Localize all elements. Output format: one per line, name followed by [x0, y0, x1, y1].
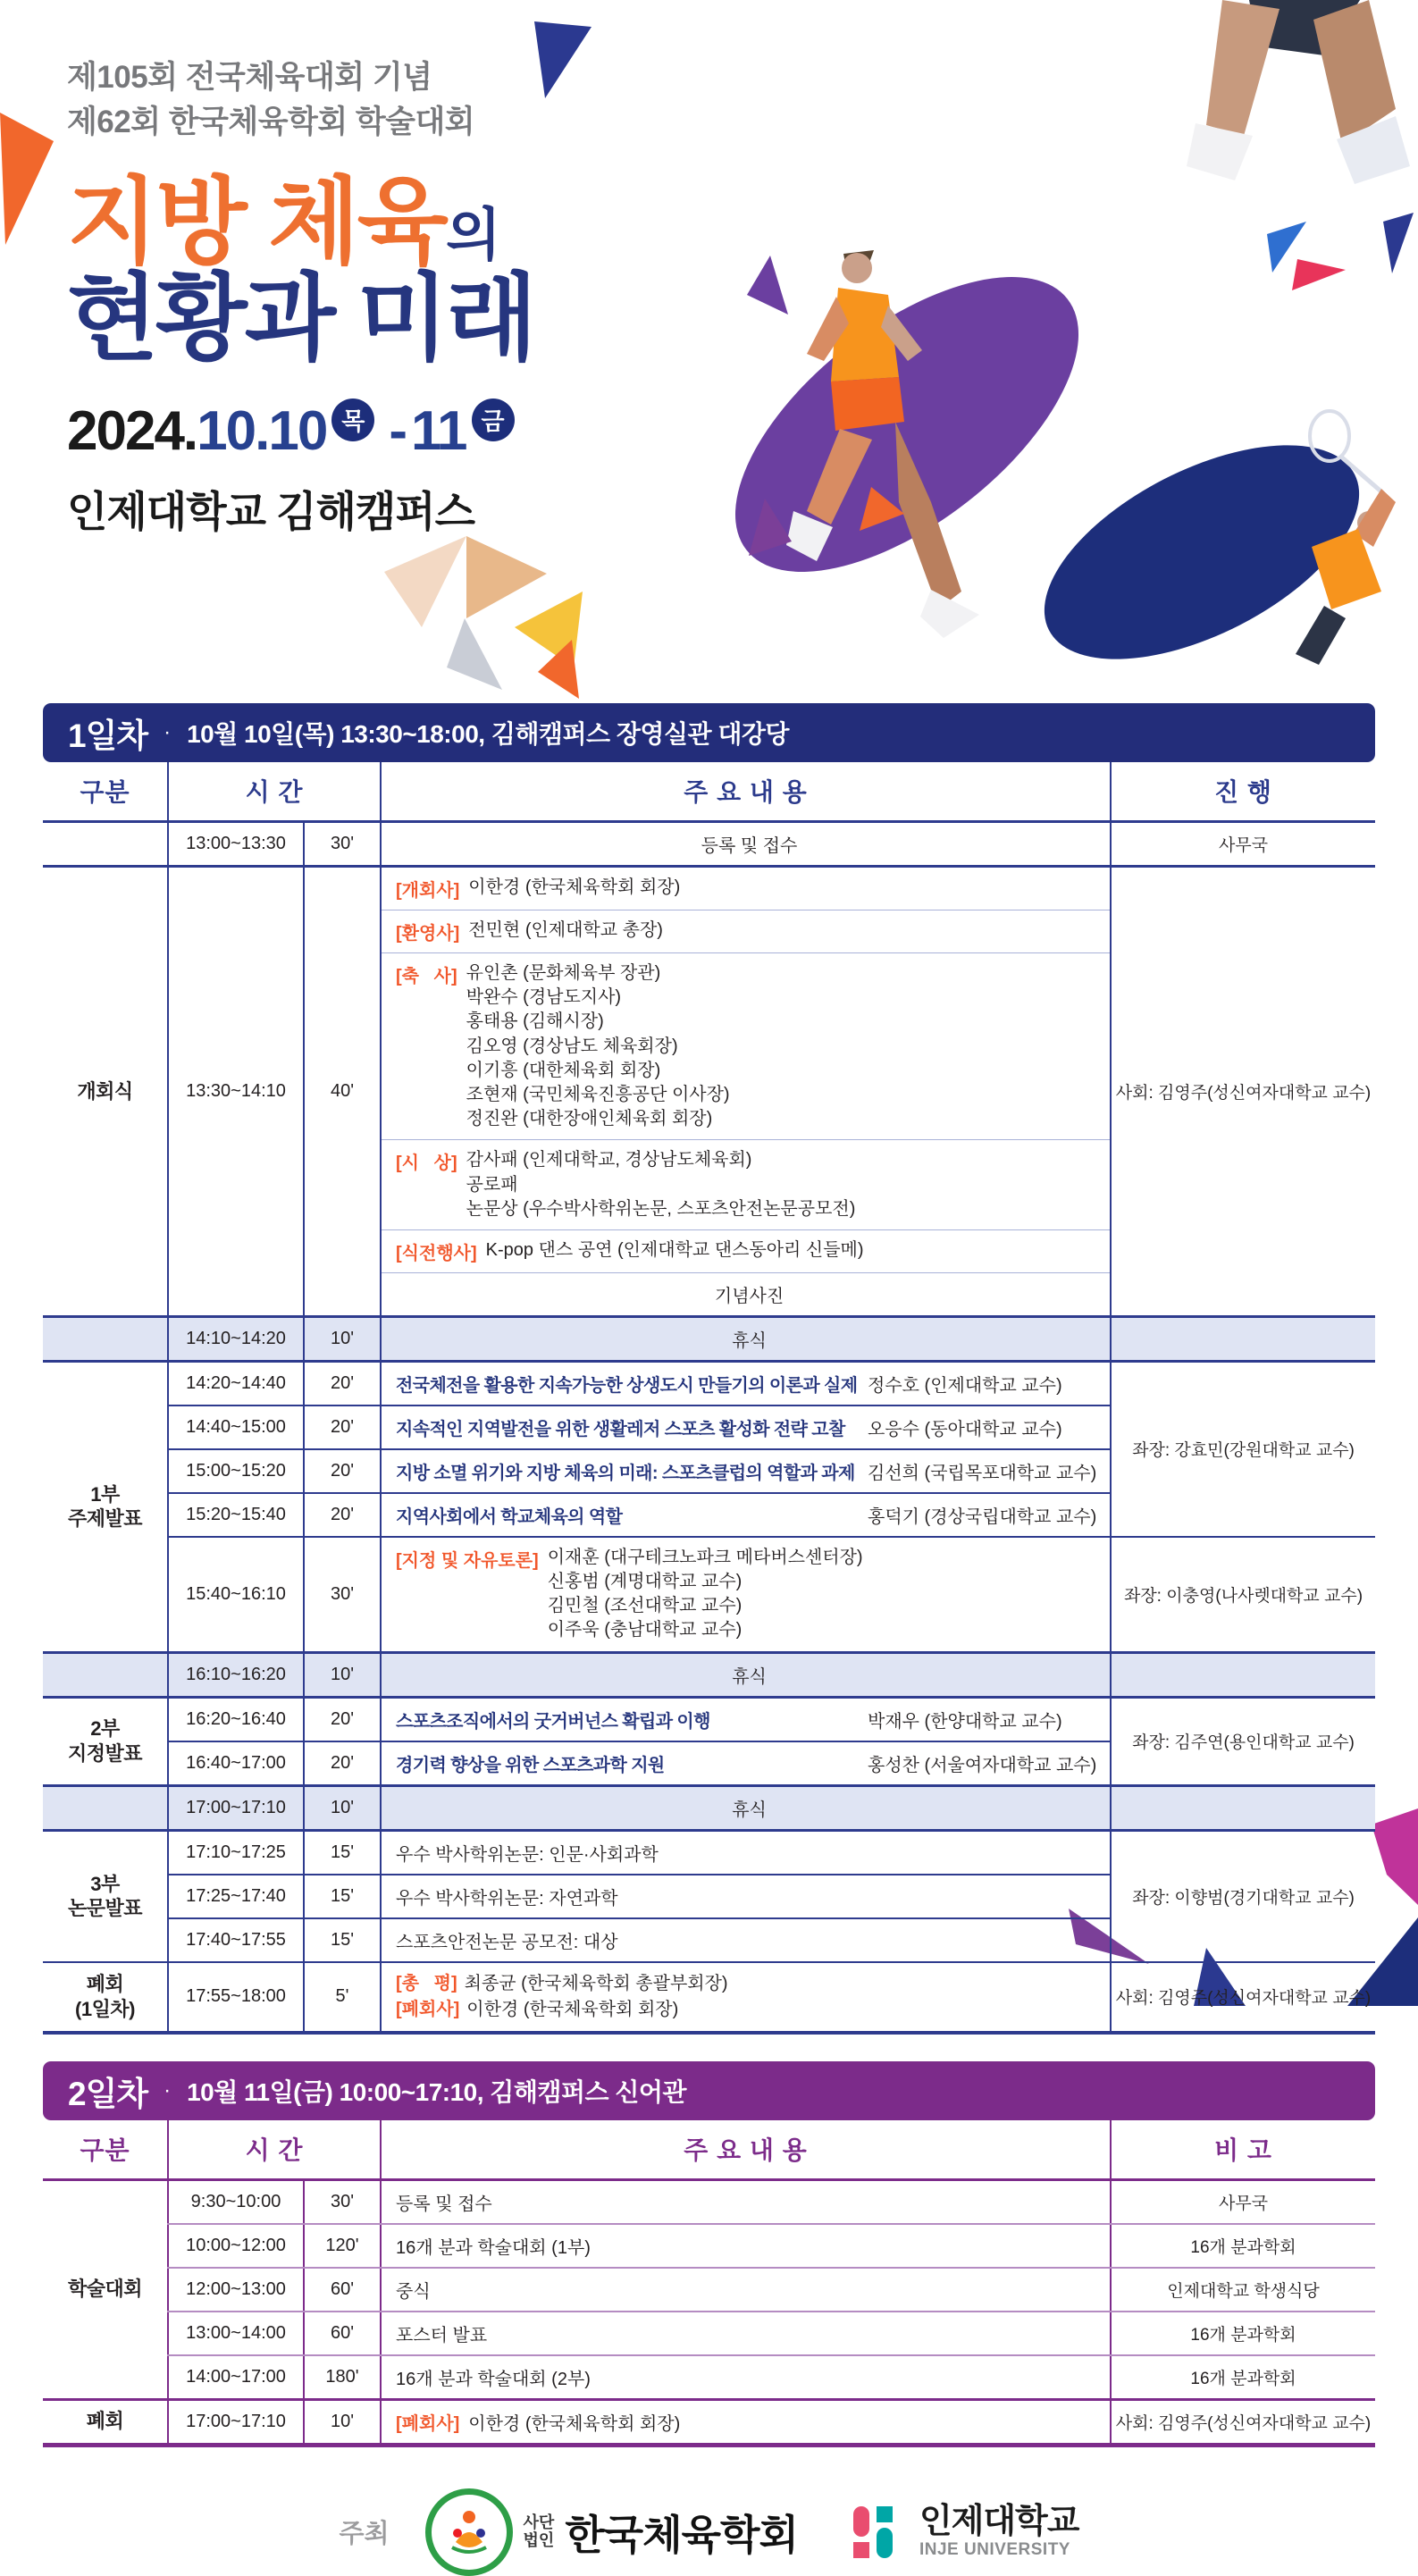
congrats-speaker: 정진완 (대한장애인체육회 회장) [466, 1109, 713, 1129]
day1-bullet: · [164, 720, 172, 744]
day2-time: 9:30~10:00 [168, 2179, 304, 2224]
opening-speaker: 이한경 (한국체육학회 회장) [468, 877, 681, 897]
closing-time: 17:55~18:00 [168, 1962, 304, 2033]
day2-row [43, 2224, 1375, 2268]
thursday-badge: 목 [331, 399, 374, 441]
day2-schedule-table [43, 2120, 1375, 2447]
day1-section [43, 703, 1375, 2035]
day2-row [43, 2312, 1375, 2355]
congrats-speaker: 조현재 (국민체육진흥공단 이사장) [466, 1084, 730, 1104]
part3-duration: 15' [304, 1830, 381, 1875]
part1-presentation [381, 1493, 1111, 1537]
discussion-duration: 30' [304, 1537, 381, 1652]
congratulatory-label: [축 사] [396, 967, 457, 986]
presentation-speaker: 홍덕기 (경상국립대학교 교수) [868, 1506, 1097, 1527]
day2-content: 포스터 발표 [381, 2312, 1111, 2355]
closing-manager: 사회: 김영주(성신여자대학교 교수) [1111, 1962, 1375, 2033]
day2-content: 중식 [381, 2268, 1111, 2312]
day2-content: 16개 분과 학술대회 (2부) [381, 2355, 1111, 2400]
closing-content [381, 1962, 1111, 2033]
review-speaker: 최종균 (한국체육학회 총괄부회장) [464, 1973, 728, 1993]
day2-closing-note: 사회: 김영주(성신여자대학교 교수) [1111, 2399, 1375, 2445]
congratulatory-address [381, 953, 1111, 1140]
part1-gubun: 1부 주제발표 [43, 1361, 168, 1652]
part2-duration: 20' [304, 1741, 381, 1786]
conference-gubun: 학술대회 [43, 2179, 168, 2399]
break3-time: 17:00~17:10 [168, 1785, 304, 1830]
discussant: 이재훈 (대구테크노파크 메타버스센터장) [547, 1547, 863, 1567]
congrats-speaker: 박완수 (경남도지사) [466, 987, 622, 1008]
event-date [67, 399, 534, 465]
break1-time: 14:10~14:20 [168, 1316, 304, 1361]
title-suffix: 의 [446, 203, 499, 268]
day1-label: 1일차 [68, 717, 148, 754]
day2-col-gubun: 구분 [43, 2120, 168, 2180]
opening-declaration [381, 867, 1111, 910]
thesis-item: 스포츠안전논문 공모전: 대상 [381, 1918, 1111, 1962]
congrats-speaker: 유인촌 (문화체육부 장관) [466, 963, 661, 983]
inje-name-en: INJE UNIVERSITY [919, 2539, 1070, 2559]
opening-manager: 사회: 김영주(성신여자대학교 교수) [1111, 867, 1375, 1317]
congrats-speaker: 이기흥 (대한체육회 회장) [466, 1060, 661, 1080]
closing-duration: 5' [304, 1962, 381, 2033]
registration-time: 13:00~13:30 [168, 822, 304, 867]
day2-time: 10:00~12:00 [168, 2224, 304, 2268]
congrats-speaker: 김오영 (경상남도 체육회장) [466, 1036, 678, 1056]
presentation-speaker: 박재우 (한양대학교 교수) [868, 1711, 1062, 1732]
inje-name: 인제대학교 [919, 2502, 1079, 2540]
event-venue: 인제대학교 김해캠퍼스 [67, 487, 475, 535]
opening-row [43, 867, 1375, 910]
day1-col-man: 진 행 [1111, 762, 1375, 822]
thesis-item: 우수 박사학위논문: 인문·사회과학 [381, 1830, 1111, 1875]
part2-time: 16:40~17:00 [168, 1741, 304, 1786]
registration-manager: 사무국 [1111, 822, 1375, 867]
day2-section [43, 2061, 1375, 2447]
kahperd-logo-icon [425, 2488, 513, 2576]
opening-gubun: 개회식 [43, 867, 168, 1317]
welcome-label: [환영사] [396, 924, 460, 944]
thesis-item: 우수 박사학위논문: 자연과학 [381, 1875, 1111, 1918]
part1-chair: 좌장: 강효민(강원대학교 교수) [1111, 1361, 1375, 1537]
day2-closing-gubun: 폐회 [43, 2399, 168, 2445]
day1-closing-row [43, 1962, 1375, 2033]
discussion-time: 15:40~16:10 [168, 1537, 304, 1652]
congrats-speaker: 홍태용 (김해시장) [466, 1011, 604, 1032]
host-label: 주최 [339, 2520, 390, 2549]
part2-presentation [381, 1697, 1111, 1741]
discussant: 김민철 (조선대학교 교수) [547, 1596, 743, 1616]
welcome-address [381, 910, 1111, 953]
day2-time: 13:00~14:00 [168, 2312, 304, 2355]
day2-row [43, 2268, 1375, 2312]
inje-logo-icon [852, 2503, 907, 2562]
presentation-title: 지역사회에서 학교체육의 역할 [396, 1506, 623, 1527]
registration-content: 등록 및 접수 [381, 822, 1111, 867]
part3-time: 17:40~17:55 [168, 1918, 304, 1962]
discussion-label: [지정 및 자유토론] [396, 1550, 539, 1571]
part3-row [43, 1830, 1375, 1875]
registration-duration: 30' [304, 822, 381, 867]
date-start: 10.10 [197, 400, 327, 463]
day1-schedule-table [43, 762, 1375, 2035]
discussion-row [43, 1537, 1375, 1652]
discussant: 신홍범 (계명대학교 교수) [547, 1572, 743, 1592]
part1-duration: 20' [304, 1405, 381, 1449]
part1-time: 15:00~15:20 [168, 1449, 304, 1493]
opening-time: 13:30~14:10 [168, 867, 304, 1317]
kahperd-name: 한국체육학회 [565, 2511, 798, 2558]
break2-label: 휴식 [381, 1652, 1111, 1697]
part1-duration: 20' [304, 1361, 381, 1405]
day2-content: 등록 및 접수 [381, 2179, 1111, 2224]
discussion-chair: 좌장: 이충영(나사렛대학교 교수) [1111, 1537, 1375, 1652]
part3-chair: 좌장: 이향범(경기대학교 교수) [1111, 1830, 1375, 1962]
day1-col-gubun: 구분 [43, 762, 168, 822]
day1-col-time: 시 간 [168, 762, 381, 822]
break2-time: 16:10~16:20 [168, 1652, 304, 1697]
kahperd-org [425, 2488, 798, 2576]
part2-presentation [381, 1741, 1111, 1786]
day2-note: 16개 분과학회 [1111, 2355, 1375, 2400]
day1-header-bar [43, 703, 1375, 762]
presentation-speaker: 오응수 (동아대학교 교수) [868, 1419, 1062, 1439]
presentation-title: 전국체전을 활용한 지속가능한 상생도시 만들기의 이론과 실제 [396, 1375, 858, 1396]
pre-event-label: [식전행사] [396, 1243, 477, 1263]
part1-row [43, 1361, 1375, 1405]
day2-row [43, 2355, 1375, 2400]
date-year: 2024. [67, 400, 197, 463]
day2-time: 12:00~13:00 [168, 2268, 304, 2312]
footer-organizers [0, 2488, 1418, 2576]
award-item: 논문상 (우수박사학위논문, 스포츠안전논문공모전) [466, 1198, 856, 1219]
break1-duration: 10' [304, 1316, 381, 1361]
presentation-speaker: 김선희 (국립목포대학교 교수) [868, 1463, 1097, 1483]
part2-row [43, 1697, 1375, 1741]
corporate-type-label: 사단 법인 [523, 2513, 555, 2549]
day2-note: 16개 분과학회 [1111, 2312, 1375, 2355]
part1-presentation [381, 1405, 1111, 1449]
day2-bullet: · [164, 2077, 172, 2102]
title-orange-part: 지방 체육 [67, 170, 447, 276]
part1-presentation [381, 1361, 1111, 1405]
welcome-speaker: 전민현 (인제대학교 총장) [468, 920, 663, 940]
part3-time: 17:25~17:40 [168, 1875, 304, 1918]
day1-info: 10월 10일(목) 13:30~18:00, 김해캠퍼스 장영실관 대강당 [187, 720, 789, 748]
day2-closing-time: 17:00~17:10 [168, 2399, 304, 2445]
day1-column-header-row [43, 762, 1375, 822]
day2-col-note: 비 고 [1111, 2120, 1375, 2180]
opening-label: [개회사] [396, 881, 460, 901]
break3-label: 휴식 [381, 1785, 1111, 1830]
part1-time: 14:40~15:00 [168, 1405, 304, 1449]
date-end: 11 [410, 400, 466, 463]
break-row-3 [43, 1785, 1375, 1830]
day2-col-time: 시 간 [168, 2120, 381, 2180]
day2-closing-speaker: 이한경 (한국체육학회 회장) [468, 2413, 681, 2434]
part3-duration: 15' [304, 1875, 381, 1918]
break2-duration: 10' [304, 1652, 381, 1697]
day2-closing-row [43, 2399, 1375, 2445]
presentation-title: 지속적인 지역발전을 위한 생활레저 스포츠 활성화 전략 고찰 [396, 1419, 845, 1439]
day2-col-main: 주 요 내 용 [381, 2120, 1111, 2180]
part2-duration: 20' [304, 1697, 381, 1741]
day2-label: 2일차 [68, 2075, 148, 2112]
award-item: 공로패 [466, 1174, 518, 1195]
part1-presentation [381, 1449, 1111, 1493]
day2-column-header-row [43, 2120, 1375, 2180]
break-row-1 [43, 1316, 1375, 1361]
part3-gubun: 3부 논문발표 [43, 1830, 168, 1962]
poster-title [67, 170, 535, 373]
day2-duration: 120' [304, 2224, 381, 2268]
part3-duration: 15' [304, 1918, 381, 1962]
day2-time: 14:00~17:00 [168, 2355, 304, 2400]
registration-row [43, 822, 1375, 867]
discussion-cell [381, 1537, 1111, 1652]
part3-time: 17:10~17:25 [168, 1830, 304, 1875]
opening-duration: 40' [304, 867, 381, 1317]
presentation-title: 스포츠조직에서의 굿거버넌스 확립과 이행 [396, 1711, 710, 1732]
award-item: 감사패 (인제대학교, 경상남도체육회) [466, 1150, 752, 1171]
closing-gubun: 폐회 (1일차) [43, 1962, 168, 2033]
part1-time: 14:20~14:40 [168, 1361, 304, 1405]
friday-badge: 금 [472, 399, 515, 441]
part2-chair: 좌장: 김주연(용인대학교 교수) [1111, 1697, 1375, 1785]
awards-cell [381, 1140, 1111, 1230]
part1-time: 15:20~15:40 [168, 1493, 304, 1537]
day2-content: 16개 분과 학술대회 (1부) [381, 2224, 1111, 2268]
break-row-2 [43, 1652, 1375, 1697]
part2-gubun: 2부 지정발표 [43, 1697, 168, 1785]
event-subtitle-line1: 제105회 전국체육대회 기념 [67, 60, 432, 95]
day2-closing-label: [폐회사] [396, 2413, 460, 2434]
day2-note: 사무국 [1111, 2179, 1375, 2224]
day2-row [43, 2179, 1375, 2224]
date-dash: - [389, 400, 406, 463]
commemorative-photo: 기념사진 [381, 1272, 1111, 1316]
inje-org [852, 2503, 1079, 2562]
title-line2: 현황과 미래 [67, 266, 535, 373]
break1-label: 휴식 [381, 1316, 1111, 1361]
day2-closing-duration: 10' [304, 2399, 381, 2445]
day2-duration: 30' [304, 2179, 381, 2224]
day1-col-main: 주 요 내 용 [381, 762, 1111, 822]
part2-time: 16:20~16:40 [168, 1697, 304, 1741]
part1-duration: 20' [304, 1493, 381, 1537]
presentation-title: 경기력 향상을 위한 스포츠과학 지원 [396, 1755, 665, 1775]
pre-event-cell [381, 1229, 1111, 1272]
day2-duration: 60' [304, 2268, 381, 2312]
awards-label: [시 상] [396, 1154, 457, 1174]
day2-note: 16개 분과학회 [1111, 2224, 1375, 2268]
day2-info: 10월 11일(금) 10:00~17:10, 김해캠퍼스 신어관 [187, 2077, 686, 2106]
closing-address-speaker: 이한경 (한국체육학회 회장) [466, 1999, 679, 2019]
review-label: [총 평] [396, 1973, 457, 1993]
presentation-title: 지방 소멸 위기와 지방 체육의 미래: 스포츠클럽의 역할과 과제 [396, 1463, 855, 1483]
day2-closing-content [381, 2399, 1111, 2445]
closing-address-label: [폐회사] [396, 1999, 460, 2019]
event-subtitle-line2: 제62회 한국체육학회 학술대회 [67, 104, 475, 139]
day2-header-bar [43, 2061, 1375, 2120]
pre-event-desc: K-pop 댄스 공연 (인제대학교 댄스동아리 신들메) [485, 1239, 864, 1260]
day2-duration: 60' [304, 2312, 381, 2355]
discussant: 이주욱 (충남대학교 교수) [547, 1620, 743, 1640]
day2-duration: 180' [304, 2355, 381, 2400]
presentation-speaker: 홍성찬 (서울여자대학교 교수) [868, 1755, 1097, 1775]
presentation-speaker: 정수호 (인제대학교 교수) [868, 1375, 1062, 1396]
part1-duration: 20' [304, 1449, 381, 1493]
break3-duration: 10' [304, 1785, 381, 1830]
poster-header [0, 0, 1418, 703]
day2-note: 인제대학교 학생식당 [1111, 2268, 1375, 2312]
